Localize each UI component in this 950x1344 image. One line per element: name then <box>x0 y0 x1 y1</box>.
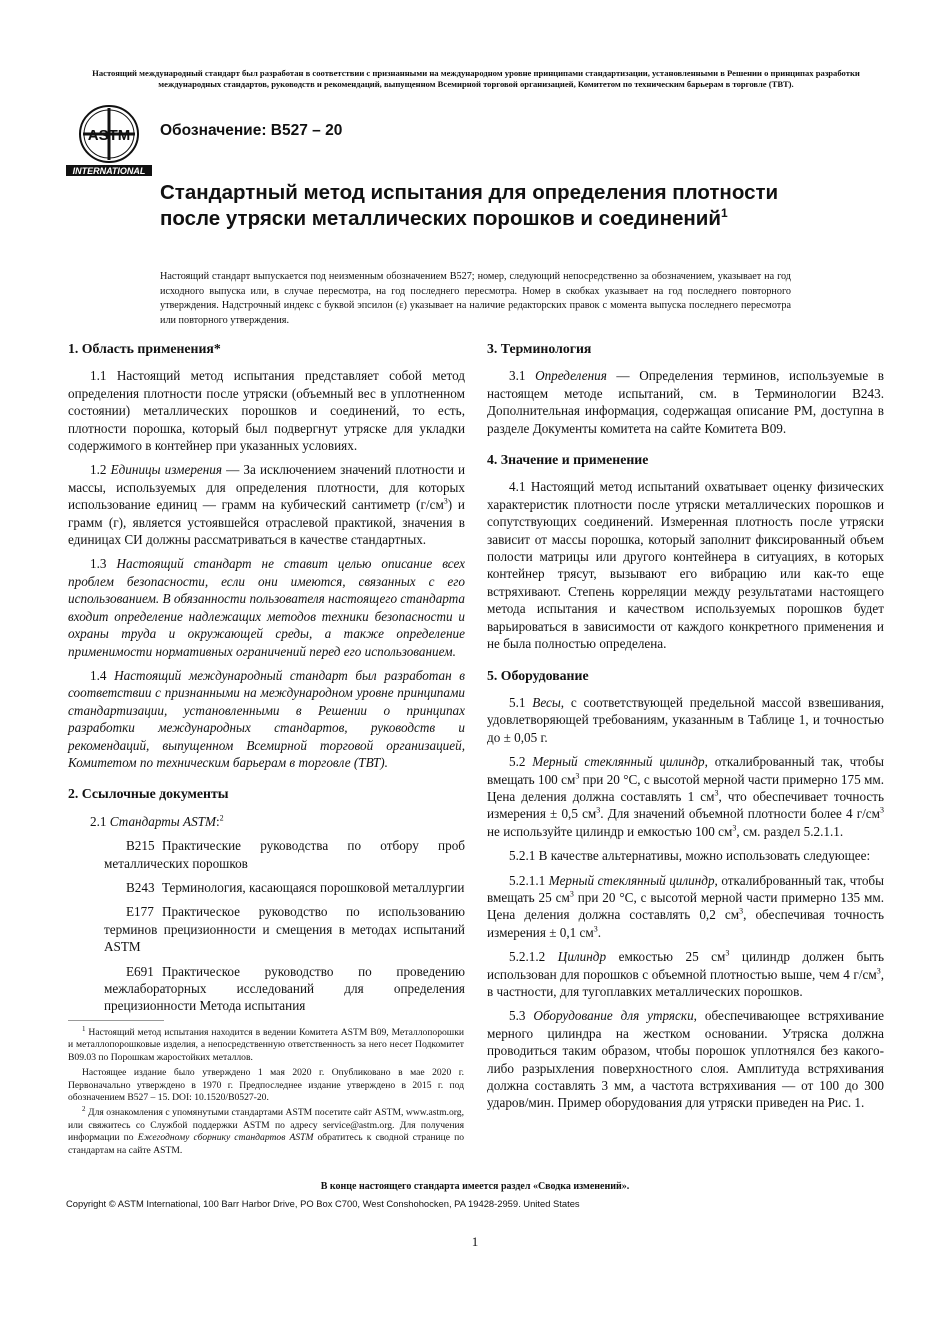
clause-text: Настоящий международный стандарт был разработан в соответствии с признанными на международном уровне принципами стандартизации, установленными в Решении о принципах разработки международных стандартов, руководств и рекомендаций, выпущенном Всемирной торговой организацией, Комитетом по техническим барьерам в торговле (ТВТ). <box>68 667 465 770</box>
paragraph-5-2-1-2 <box>487 948 884 1000</box>
superscript: 3 <box>575 771 580 781</box>
section-heading: 2. Ссылочные документы <box>68 786 229 802</box>
reference-item <box>68 963 465 1015</box>
document-title <box>160 180 820 232</box>
clause-text: ) и грамм (г), является устоявшейся отраслевой практикой, значения в единицах СИ должны рассматриваться в качестве стандартных. <box>68 497 465 548</box>
clause-text: цилиндр должен быть использован для порошков с объемной плотностью выше, чем 4 г/см <box>487 949 884 982</box>
paragraph-4-1: 4.1 Настоящий метод испытаний охватывает оценку физических характеристик плотности после утряски металлических порошков и сопутствующих соединений. Измеренная плотность после утряски зависит от массы порошка, который заполнит фиксированный объем полости матрицы или другого контейнера в ситуациях, в которых контейнер трясут, вызывают его вибрацию или как-то еще встряхивают. Степень корреляции между результатами настоящего метода испытания и качеством используемых порошков будет варьироваться в зависимости от каждого конкретного применения и не была полностью определена. <box>487 479 884 652</box>
clause-text: емкостью 25 см <box>606 949 726 965</box>
right-column <box>487 340 884 1126</box>
section-significance <box>487 451 884 652</box>
reference-list <box>68 837 465 1015</box>
reference-item <box>68 879 465 896</box>
section-heading: 5. Оборудование <box>487 667 589 683</box>
clause-text: , см. раздел 5.2.1.1. <box>736 823 844 839</box>
clause-number: 5.3 <box>509 1008 526 1024</box>
superscript: 3 <box>596 805 601 815</box>
clause-text: , с соответствующей предельной массой взвешивания, удовлетворяющей требованиям, указанным в Таблице 1, и точностью до ± 0,05 г. <box>487 694 884 745</box>
superscript: 3 <box>725 948 730 958</box>
clause-number: 5.2.1.1 <box>509 872 546 888</box>
superscript: 3 <box>593 924 598 934</box>
clause-term: Стандарты ASTM <box>109 813 216 829</box>
title-footnote-ref: 1 <box>720 206 728 221</box>
reference-title: Практическое руководство по использованию терминов прецизионности и смещения в методах испытаний ASTM <box>104 904 465 955</box>
reference-title: Практическое руководство по проведению межлабораторных исследований для определения прецизионности Метода испытания <box>104 963 465 1014</box>
clause-text: Настоящий стандарт не ставит целью описание всех проблем безопасности, если они имеются, связанных с его использованием. В обязанности пользователя настоящего стандарта входит определение надлежащих методов техники безопасности и охраны труда и окружающей среды, а также определение применимости нормативных ограничений перед его использованием. <box>68 556 466 659</box>
clause-number: 1.4 <box>90 667 107 683</box>
astm-logo <box>66 102 152 178</box>
footnote-text: обратитесь к сводной странице по стандартам на сайте ASTM. <box>68 1132 464 1156</box>
clause-text: при 20 °С, с высотой мерной части примерно 135 мм. Цена деления должна составлять 0,2 см <box>487 889 885 923</box>
clause-term: Цилиндр <box>557 949 607 965</box>
logo-text: INTERNATIONAL <box>72 166 146 176</box>
clause-text: , откалиброванный так, чтобы вмещать 25 см <box>487 872 885 905</box>
reference-title: Практические руководства по отбору проб металлических порошков <box>104 838 465 871</box>
clause-term: Мерный стеклянный цилиндр <box>532 754 705 770</box>
clause-number: 3.1 <box>509 368 526 384</box>
section-apparatus <box>487 667 884 1112</box>
reference-title: Терминология, касающаяся порошковой металлургии <box>162 879 465 895</box>
clause-text: . <box>597 924 602 940</box>
clause-number: 5.1 <box>509 694 526 710</box>
designation: Обозначение: B527 – 20 <box>160 122 343 139</box>
clause-text: , в частности, для тугоплавких металлических порошков. <box>487 966 884 999</box>
clause-text: , откалиброванный так, чтобы вмещать 100 см <box>487 754 885 787</box>
clause-text: — Определения терминов, используемые в настоящем методе испытаний, см. в Терминологии B243. Дополнительная информация, содержащая описание PM, доступна в разделе Документы комитета на сайте Комитета B09. <box>487 368 885 436</box>
paragraph-5-2-1-1 <box>487 872 884 942</box>
reference-code: E177 <box>126 904 154 920</box>
superscript: 3 <box>739 906 744 916</box>
clause-number: 1.3 <box>90 556 107 572</box>
footnote-marker: 1 <box>82 1024 86 1033</box>
paragraph-3-1 <box>487 367 884 437</box>
left-column <box>68 340 465 1029</box>
footnote-2 <box>68 1107 464 1157</box>
clause-text: , обеспечивающее встряхивание мерного цилиндра на жестком основании. Утряска должна проводиться таким образом, чтобы порошок уплотнялся без какого-либо разрыхления поверхностного слоя. Амплитуда встряхивания должна составлять 3 мм, а частота встряхивания — от 100 до 300 ударов/мин. Пример оборудования для утряски приведен на Рис. 1. <box>487 1008 884 1111</box>
clause-number: 5.2.1.2 <box>509 949 546 965</box>
footnote-1-edition: Настоящее издание было утверждено 1 мая 2020 г. Опубликовано в мае 2020 г. Первоначально утверждено в 1970 г. Предпоследнее издание утверждено в 2015 г. под обозначением B527 – 15. DOI: 10.1520/B0527-20. <box>68 1067 464 1104</box>
section-heading: 1. Область применения* <box>68 341 221 356</box>
colon: : <box>216 813 220 829</box>
clause-text: , что обеспечивает точность измерения ± 0,5 см <box>487 788 885 822</box>
paragraph-5-1 <box>487 694 884 746</box>
footnote-text: Настоящий метод испытания находится в ведении Комитета ASTM B09, Металлопорошки и металлопорошковые изделия, а непосредственную ответственность за него несет Подкомитет B09.03 по Порошкам жаростойких металлов. <box>68 1027 464 1063</box>
footnote-1 <box>68 1024 464 1064</box>
footnote-marker: 2 <box>82 1105 86 1114</box>
section-scope <box>68 340 465 771</box>
paragraph-1-4 <box>68 667 465 771</box>
footnotes <box>68 1024 464 1160</box>
clause-text: , обеспечивая точность измерения ± 0,1 см <box>487 907 884 940</box>
superscript: 3 <box>569 889 574 899</box>
superscript: 3 <box>732 823 737 833</box>
title-text: Стандартный метод испытания для определения плотности после утряски металлических порошков и соединений <box>160 181 779 230</box>
clause-text: не используйте цилиндр и емкостью 100 см <box>487 823 733 839</box>
clause-number: 2.1 <box>90 813 107 829</box>
reference-item <box>68 837 465 872</box>
clause-number: 5.2 <box>509 754 526 770</box>
clause-number: 1.2 <box>90 462 107 478</box>
top-notice: Настоящий международный стандарт был разработан в соответствии с признанными на международном уровне принципами стандартизации, установленными в Решении о принципах разработки международных стандартов, руководств и рекомендаций, выпущенном Всемирной торговой организацией, Комитетом по техническим барьерам в торговле (ТВТ). <box>92 68 860 89</box>
superscript: 3 <box>880 805 884 815</box>
clause-text: при 20 °С, с высотой мерной части примерно 175 мм. Цена деления должна составлять 1 см <box>487 771 885 804</box>
footnote-text: Для ознакомления с упомянутыми стандартами ASTM посетите сайт ASTM, www.astm.org, или свяжитесь со Службой поддержки ASTM по адресу service@astm.org. Для получения информации по <box>68 1107 464 1144</box>
clause-term: Мерный стеклянный цилиндр <box>548 872 715 888</box>
footnote-divider <box>68 1020 164 1021</box>
paragraph-5-3 <box>487 1007 884 1111</box>
paragraph-1-3 <box>68 555 465 659</box>
clause-text: . Для значений объемной плотности более 4 г/см <box>600 806 880 822</box>
clause-text: — За исключением значений плотности и массы, используемых для определения плотности, для которых использование единиц — грамм на кубический сантиметр (г/см <box>68 462 466 513</box>
section-references <box>68 785 465 1014</box>
clause-term: Весы <box>532 694 561 710</box>
reference-code: E691 <box>126 963 154 979</box>
section-heading: 3. Терминология <box>487 341 592 356</box>
issue-note: Настоящий стандарт выпускается под неизменным обозначением B527; номер, следующий непосредственно за обозначением, указывает на год исходного выпуска или, в случае пересмотра, на год последнего пересмотра. Номер в скобках указывает на год последнего повторного утверждения. Надстрочный индекс с буквой эпсилон (ε) указывает на наличие редакторских правок с момента выпуска последнего пересмотра или повторного утверждения. <box>160 271 791 326</box>
footnote-term: Ежегодному сборнику стандартов ASTM <box>137 1132 314 1144</box>
clause-term: Определения <box>535 368 607 384</box>
superscript: 3 <box>876 966 881 976</box>
section-heading: 4. Значение и применение <box>487 452 649 468</box>
clause-term: Единицы измерения <box>110 462 223 478</box>
paragraph-5-2 <box>487 753 884 840</box>
reference-code: B215 <box>126 838 155 854</box>
reference-item <box>68 903 465 955</box>
superscript: 3 <box>714 788 719 798</box>
logo-letters: ASTM <box>87 127 131 144</box>
summary-of-changes-note: В конце настоящего стандарта имеется раздел «Сводка изменений». <box>320 1181 630 1192</box>
clause-term: Оборудование для утряски <box>533 1008 694 1024</box>
paragraph-2-1 <box>68 813 465 830</box>
copyright: Copyright © ASTM International, 100 Barr Harbor Drive, PO Box C700, West Conshohocken, PA 19428-2959. United States <box>66 1198 580 1209</box>
page-number: 1 <box>471 1234 479 1249</box>
paragraph-5-2-1: 5.2.1 В качестве альтернативы, можно использовать следующее: <box>509 848 871 864</box>
superscript: 3 <box>443 496 448 506</box>
section-terminology <box>487 340 884 437</box>
paragraph-1-2 <box>68 461 465 548</box>
paragraph-1-1: 1.1 Настоящий метод испытания представляет собой метод определения плотности после утряски (объемный вес в уплотненном состоянии) металлических порошков и соединений, то есть, плотности порошка, который был подвергнут утряске для укладки содержимого в контейнер при указанных условиях. <box>68 368 465 454</box>
footnote-ref: 2 <box>219 813 224 823</box>
reference-code: B243 <box>126 879 155 895</box>
